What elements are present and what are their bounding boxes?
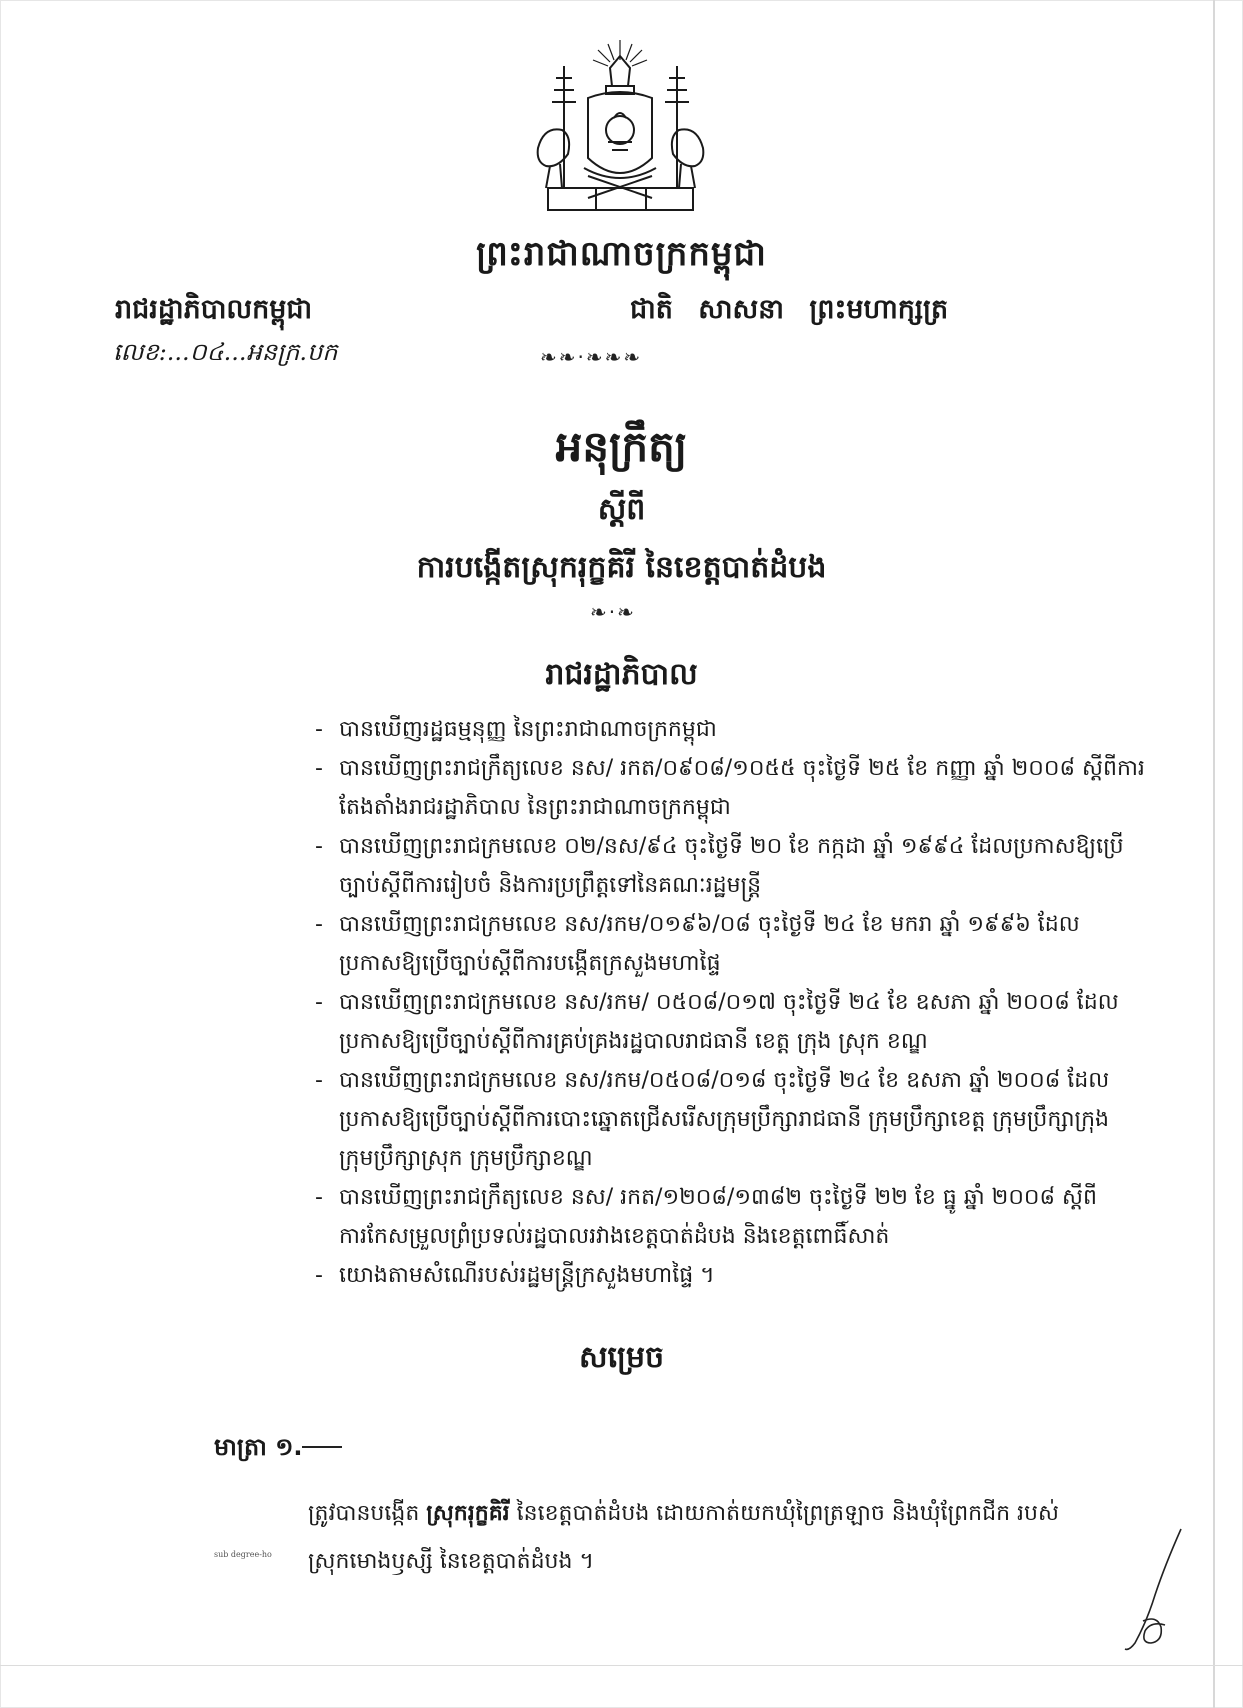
document-subject: ការបង្កើតស្រុករុក្ខគិរី នៃខេត្តបាត់ដំបង [416, 550, 827, 585]
kingdom-heading: ព្រះរាជាណាចក្រកម្ពុជា [476, 234, 767, 274]
article-1-underline [302, 1446, 342, 1448]
ornament-divider-middle: ❧·❧ [590, 600, 636, 624]
decision-heading: សម្រេច [578, 1340, 665, 1375]
preamble-item: - បានឃើញព្រះរាជក្រមលេខ នស/រកម/០៥០៨/០១៨ ចុះថ្ងៃទី ២៤ ខែ ឧសភា ឆ្នាំ ២០០៨ ដែលប្រកាសឱ្យប្រើច្បាប់ស្តីពីការបោះឆ្នោតជ្រើសរើសក្រុមប្រឹក្សារាជធានី ក្រុមប្រឹក្សាខេត្ត ក្រុមប្រឹក្សាក្រុង ក្រុមប្រឹក្សាស្រុក ក្រុមប្រឹក្សាខណ្ឌ [315, 1068, 1110, 1171]
document-about: ស្តីពី [597, 492, 646, 527]
preamble-item: - បានឃើញព្រះរាជក្រឹត្យលេខ នស/ រកត/០៩០៨/១០៥៥ ចុះថ្ងៃទី ២៥ ខែ កញ្ញា ឆ្នាំ ២០០៨ ស្តីពីការតែងតាំងរាជរដ្ឋាភិបាល នៃព្រះរាជាណាចក្រកម្ពុជា [315, 756, 1145, 820]
footnote: sub degree-ho [214, 1550, 272, 1559]
page-bottom-border [0, 1665, 1243, 1666]
preamble-item: - បានឃើញព្រះរាជក្រឹត្យលេខ នស/ រកត/១២០៨/១៣៨២ ចុះថ្ងៃទី ២២ ខែ ធ្នូ ឆ្នាំ ២០០៨ ស្តីពីការកែសម្រួលព្រំប្រទល់រដ្ឋបាលរវាងខេត្តបាត់ដំបង និងខេត្តពោធិ៍សាត់ [315, 1185, 1097, 1249]
ornament-divider-top: ❧❧·❧❧❧ [540, 345, 643, 369]
preamble-item: - បានឃើញព្រះរាជក្រមលេខ ០២/នស/៩៤ ចុះថ្ងៃទី ២០ ខែ កក្កដា ឆ្នាំ ១៩៩៤ ដែលប្រកាសឱ្យប្រើច្បាប់ស្តីពីការរៀបចំ និងការប្រព្រឹត្តទៅនៃគណៈរដ្ឋមន្ត្រី [315, 834, 1124, 898]
article-1-text: ត្រូវបានបង្កើត ស្រុករុក្ខគិរី នៃខេត្តបាត់ដំបង ដោយកាត់យកឃុំព្រៃត្រឡាច និងឃុំព្រែកជីក របស់ស្រុកមោងឫស្សី នៃខេត្តបាត់ដំបង ។ [308, 1501, 1059, 1574]
document-type: អនុក្រឹត្យ [555, 422, 688, 471]
preamble-item: - បានឃើញរដ្ឋធម្មនុញ្ញ នៃព្រះរាជាណាចក្រកម្ពុជា [315, 717, 717, 742]
issuer-heading: រាជរដ្ឋាភិបាល [545, 657, 698, 692]
preamble-list [315, 710, 1145, 1295]
article-1-label: មាត្រា ១. [214, 1433, 303, 1461]
national-motto: ជាតិ សាសនា ព្រះមហាក្សត្រ [630, 294, 949, 325]
district-name: ស្រុករុក្ខគិរី [426, 1501, 510, 1526]
preamble-item: - យោងតាមសំណើរបស់រដ្ឋមន្ត្រីក្រសួងមហាផ្ទៃ ។ [315, 1263, 715, 1288]
preamble-item: - បានឃើញព្រះរាជក្រមលេខ នស/រកម/ ០៥០៨/០១៧ ចុះថ្ងៃទី ២៤ ខែ ឧសភា ឆ្នាំ ២០០៨ ដែលប្រកាសឱ្យប្រើច្បាប់ស្តីពីការគ្រប់គ្រងរដ្ឋបាលរាជធានី ខេត្ត ក្រុង ស្រុក ខណ្ឌ [315, 990, 1119, 1054]
signature-icon [1105, 1525, 1185, 1655]
document-number: លេខ:...០៤...អនក្រ.បក [113, 338, 338, 366]
royal-emblem-icon [528, 38, 713, 220]
preamble-item: - បានឃើញព្រះរាជក្រមលេខ នស/រកម/០១៩៦/០៨ ចុះថ្ងៃទី ២៤ ខែ មករា ឆ្នាំ ១៩៩៦ ដែលប្រកាសឱ្យប្រើច្បាប់ស្តីពីការបង្កើតក្រសួងមហាផ្ទៃ [315, 912, 1080, 976]
government-name: រាជរដ្ឋាភិបាលកម្ពុជា [115, 294, 313, 325]
